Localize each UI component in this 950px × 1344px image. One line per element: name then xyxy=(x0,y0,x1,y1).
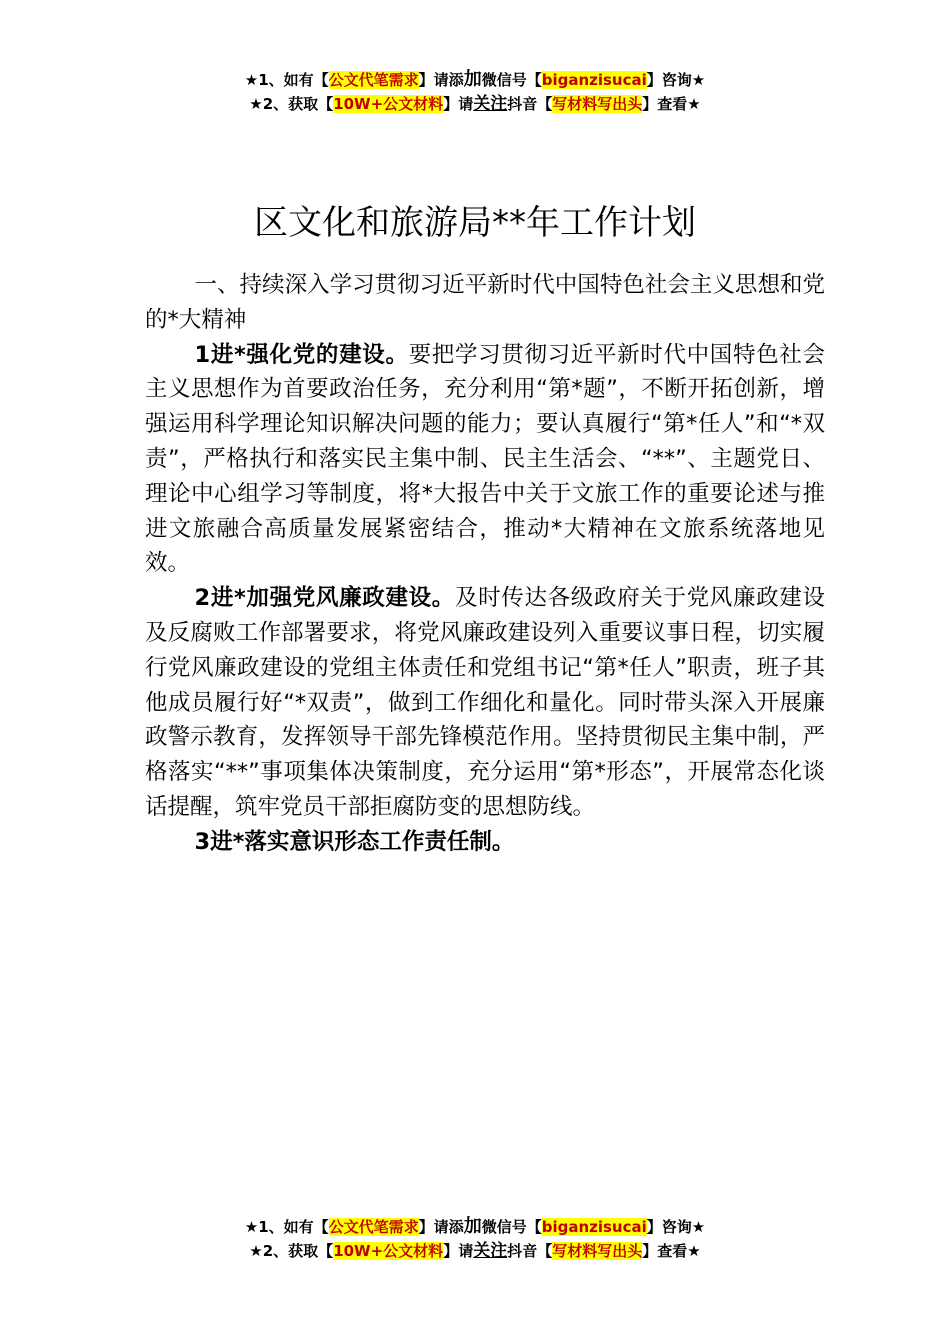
paragraph-item-3 xyxy=(145,825,825,860)
star-icon: ★ xyxy=(249,95,263,113)
banner-text: 】请 xyxy=(443,95,474,113)
document-title: 区文化和旅游局**年工作计划 xyxy=(254,202,696,243)
highlight-wechat-id: biganzisucai xyxy=(541,71,647,89)
banner-text: 】查看 xyxy=(642,95,688,113)
banner-text: 】咨询 xyxy=(646,71,692,89)
star-icon: ★ xyxy=(687,95,701,113)
item-body: 要把学习贯彻习近平新时代中国特色社会主义思想作为首要政治任务，充分利用“第*题”，不断开拓创新，增强运用科学理论知识解决问题的能力；要认真履行“第*任人”和“*双责”，严格执行和落实民主集中制、民主生活会、“**”、主题党日、理论中心组学习等制度，将*大报告中关于文旅工作的重要论述与推进文旅融合高质量发展紧密结合，推动*大精神在文旅系统落地见效。 xyxy=(145,341,825,577)
banner-underlined: 关注 xyxy=(473,94,508,114)
item-heading: 3进*落实意识形态工作责任制。 xyxy=(194,828,515,855)
banner-text: 2、获取【 xyxy=(262,1242,334,1260)
highlight-materials: 10W+公文材料 xyxy=(333,1242,444,1260)
star-icon: ★ xyxy=(687,1242,701,1260)
item-heading: 1进*强化党的建设。 xyxy=(194,341,409,368)
star-icon: ★ xyxy=(249,1242,263,1260)
banner-text: 2、获取【 xyxy=(262,95,334,113)
highlight-wechat-id: biganzisucai xyxy=(541,1218,647,1236)
star-icon: ★ xyxy=(691,1218,706,1236)
banner-text: 微信号【 xyxy=(481,71,542,89)
item-heading: 2进*加强党风廉政建设。 xyxy=(194,585,455,612)
banner-text: 抖音【 xyxy=(507,95,553,113)
banner-underlined: 关注 xyxy=(473,1241,508,1261)
section-heading: 一、持续深入学习贯彻习近平新时代中国特色社会主义思想和党的*大精神 xyxy=(145,272,825,333)
paragraph-item-2 xyxy=(145,581,825,825)
paragraph-item-1 xyxy=(145,338,825,582)
banner-text: 】请添 xyxy=(418,1218,464,1236)
banner-line-1 xyxy=(0,68,950,92)
highlight-materials: 10W+公文材料 xyxy=(333,95,444,113)
star-icon: ★ xyxy=(691,71,706,89)
banner-text: 1、如有【 xyxy=(258,71,329,89)
banner-text: 微信号【 xyxy=(481,1218,542,1236)
banner-text: 】咨询 xyxy=(646,1218,692,1236)
highlight-douyin-account: 写材料写出头 xyxy=(552,95,643,113)
banner-line-2 xyxy=(0,92,950,116)
highlight-douyin-account: 写材料写出头 xyxy=(552,1242,643,1260)
banner-text: 】请 xyxy=(443,1242,474,1260)
document-body xyxy=(145,268,825,860)
highlight-service: 公文代笔需求 xyxy=(328,1218,419,1236)
banner-text: 】请添 xyxy=(418,71,464,89)
highlight-service: 公文代笔需求 xyxy=(328,71,419,89)
banner-text: 】查看 xyxy=(642,1242,688,1260)
banner-emphasis: 加 xyxy=(463,69,482,90)
star-icon: ★ xyxy=(244,71,259,89)
banner-emphasis: 加 xyxy=(463,1216,482,1237)
banner-text: 抖音【 xyxy=(507,1242,553,1260)
header-banner xyxy=(0,68,950,116)
footer-banner xyxy=(0,1215,950,1263)
banner-text: 1、如有【 xyxy=(258,1218,329,1236)
item-body: 及时传达各级政府关于党风廉政建设及反腐败工作部署要求，将党风廉政建设列入重要议事日程，切实履行党风廉政建设的党组主体责任和党组书记“第*任人”职责，班子其他成员履行好“*双责”，做到工作细化和量化。同时带头深入开展廉政警示教育，发挥领导干部先锋模范作用。坚持贯彻民主集中制，严格落实“**”事项集体决策制度，充分运用“第*形态”，开展常态化谈话提醒，筑牢党员干部拒腐防变的思想防线。 xyxy=(145,585,825,820)
banner-line-2 xyxy=(0,1239,950,1263)
banner-line-1 xyxy=(0,1215,950,1239)
star-icon: ★ xyxy=(244,1218,259,1236)
